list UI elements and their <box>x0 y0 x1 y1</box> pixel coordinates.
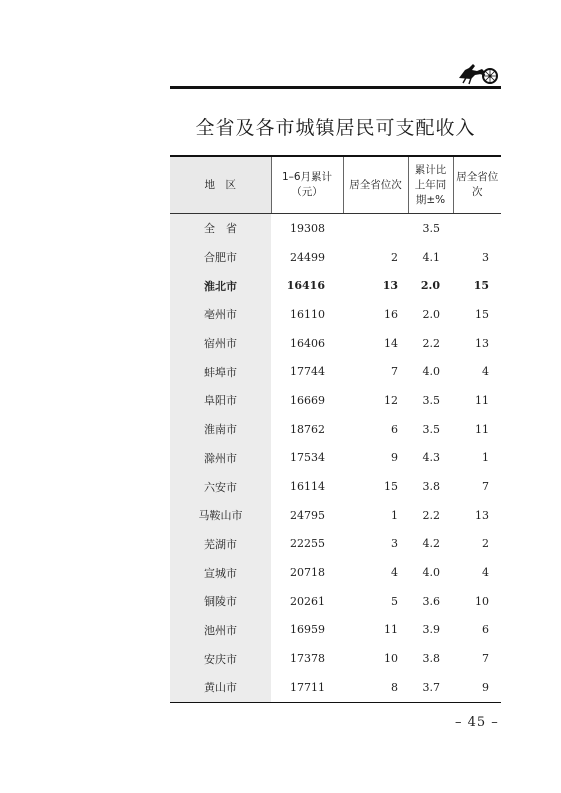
income-cell: 17744 <box>290 365 325 379</box>
table-row <box>170 558 501 587</box>
change-cell: 3.5 <box>422 422 440 436</box>
change-cell: 3.9 <box>422 623 440 637</box>
region-cell: 安庆市 <box>170 644 271 673</box>
table-row <box>170 415 501 444</box>
table-header-row <box>170 157 501 214</box>
table-row <box>170 357 501 386</box>
change-cell: 4.3 <box>422 451 440 465</box>
region-cell: 淮北市 <box>170 271 271 300</box>
column-header-income: 1–6月累计（元） <box>271 157 343 214</box>
rank-cell: 12 <box>384 393 398 407</box>
rank-cell: 8 <box>391 680 398 694</box>
change-rank-cell: 7 <box>482 652 489 666</box>
income-table <box>170 155 501 703</box>
rank-cell: 4 <box>391 566 398 580</box>
change-cell: 2.0 <box>422 307 440 321</box>
change-rank-cell: 15 <box>475 307 489 321</box>
change-rank-cell: 10 <box>475 594 489 608</box>
change-rank-cell: 13 <box>475 508 489 522</box>
header-rule <box>170 86 501 89</box>
change-cell: 2.2 <box>422 508 440 522</box>
column-header-rank: 居全省位次 <box>343 157 408 214</box>
change-cell: 3.5 <box>422 393 440 407</box>
table-row <box>170 386 501 415</box>
income-cell: 16406 <box>290 336 325 350</box>
table-row <box>170 587 501 616</box>
income-cell: 17711 <box>290 680 325 694</box>
change-cell: 3.6 <box>422 594 440 608</box>
change-cell: 4.2 <box>422 537 440 551</box>
rank-cell: 3 <box>391 537 398 551</box>
change-rank-cell: 7 <box>482 480 489 494</box>
income-cell: 22255 <box>290 537 325 551</box>
rank-cell: 1 <box>391 508 398 522</box>
rank-cell: 15 <box>384 480 398 494</box>
income-cell: 20261 <box>290 594 325 608</box>
region-cell: 宣城市 <box>170 558 271 587</box>
rank-cell: 11 <box>384 623 398 637</box>
table-bottom-rule <box>170 702 501 703</box>
income-cell: 24795 <box>290 508 325 522</box>
change-rank-cell: 9 <box>482 680 489 694</box>
column-header-change-rank: 居全省位次 <box>453 157 501 214</box>
region-cell: 合肥市 <box>170 243 271 272</box>
income-cell: 16669 <box>290 393 325 407</box>
income-cell: 19308 <box>290 221 325 235</box>
rank-cell: 10 <box>384 652 398 666</box>
change-rank-cell: 13 <box>475 336 489 350</box>
income-cell: 17378 <box>290 652 325 666</box>
change-rank-cell: 3 <box>482 250 489 264</box>
region-cell: 黄山市 <box>170 673 271 702</box>
rank-cell: 16 <box>384 307 398 321</box>
region-cell: 滁州市 <box>170 444 271 473</box>
region-cell: 阜阳市 <box>170 386 271 415</box>
region-cell: 铜陵市 <box>170 587 271 616</box>
change-rank-cell: 4 <box>482 566 489 580</box>
table-row <box>170 444 501 473</box>
change-cell: 4.1 <box>422 250 440 264</box>
rank-cell: 9 <box>391 451 398 465</box>
rank-cell <box>343 214 408 243</box>
change-rank-cell: 1 <box>482 451 489 465</box>
region-cell: 蚌埠市 <box>170 357 271 386</box>
table-row <box>170 472 501 501</box>
rank-cell: 13 <box>382 279 398 293</box>
table-row <box>170 214 501 243</box>
table-row <box>170 243 501 272</box>
table-row <box>170 673 501 702</box>
column-header-change: 累计比上年同期±% <box>408 157 453 214</box>
table-row <box>170 644 501 673</box>
rank-cell: 5 <box>391 594 398 608</box>
change-cell: 2.0 <box>420 279 440 293</box>
change-cell: 3.7 <box>422 680 440 694</box>
income-cell: 20718 <box>290 566 325 580</box>
region-cell: 芜湖市 <box>170 530 271 559</box>
rank-cell: 6 <box>391 422 398 436</box>
region-cell: 亳州市 <box>170 300 271 329</box>
change-cell: 3.8 <box>422 652 440 666</box>
table-row <box>170 501 501 530</box>
change-rank-cell: 11 <box>475 422 489 436</box>
change-cell: 3.5 <box>422 221 440 235</box>
region-cell: 宿州市 <box>170 329 271 358</box>
region-cell: 池州市 <box>170 616 271 645</box>
region-cell: 淮南市 <box>170 415 271 444</box>
region-cell: 全 省 <box>170 214 271 243</box>
horse-chariot-icon <box>455 58 501 86</box>
income-cell: 24499 <box>290 250 325 264</box>
table-row <box>170 300 501 329</box>
column-header-region: 地 区 <box>170 157 271 214</box>
rank-cell: 2 <box>391 250 398 264</box>
table-row <box>170 616 501 645</box>
page-title: 全省及各市城镇居民可支配收入 <box>195 117 476 139</box>
change-rank-cell: 2 <box>482 537 489 551</box>
change-rank-cell: 6 <box>482 623 489 637</box>
change-rank-cell <box>453 214 501 243</box>
change-cell: 4.0 <box>422 566 440 580</box>
table-row <box>170 271 501 300</box>
income-cell: 16416 <box>286 279 325 293</box>
page-number: – 45 – <box>455 715 499 730</box>
income-cell: 16110 <box>290 307 325 321</box>
income-cell: 16959 <box>290 623 325 637</box>
change-cell: 3.8 <box>422 480 440 494</box>
region-cell: 六安市 <box>170 472 271 501</box>
change-cell: 4.0 <box>422 365 440 379</box>
table-row <box>170 329 501 358</box>
table-row <box>170 530 501 559</box>
change-cell: 2.2 <box>422 336 440 350</box>
rank-cell: 7 <box>391 365 398 379</box>
change-rank-cell: 15 <box>473 279 489 293</box>
income-cell: 17534 <box>290 451 325 465</box>
rank-cell: 14 <box>384 336 398 350</box>
change-rank-cell: 4 <box>482 365 489 379</box>
change-rank-cell: 11 <box>475 393 489 407</box>
region-cell: 马鞍山市 <box>170 501 271 530</box>
income-cell: 18762 <box>290 422 325 436</box>
income-cell: 16114 <box>290 480 325 494</box>
